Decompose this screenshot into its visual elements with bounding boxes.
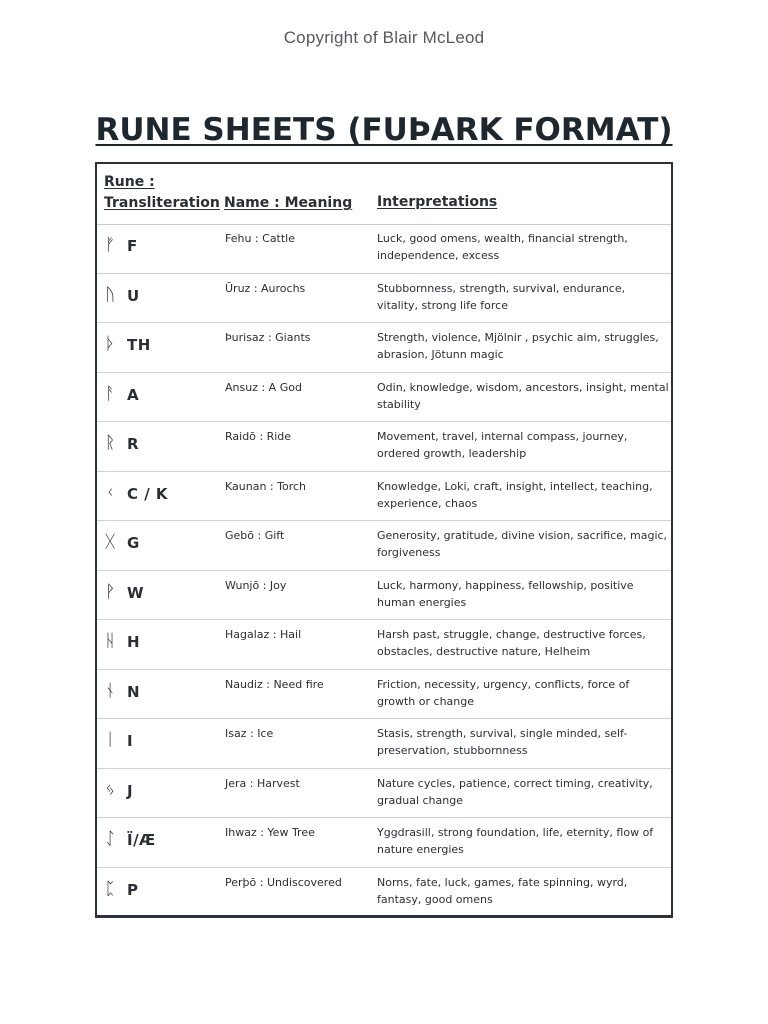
rune-transliteration: W: [127, 583, 145, 602]
table-row: [97, 868, 671, 918]
table-header: [97, 164, 671, 225]
header-transliteration: Transliteration: [104, 195, 220, 211]
rune-glyph: ᚢ: [105, 284, 116, 305]
rune-name-meaning: Raidō : Ride: [225, 430, 292, 443]
rune-transliteration: R: [127, 435, 140, 453]
header-name-meaning: Name : Meaning: [224, 195, 353, 211]
rune-interpretation: Friction, necessity, urgency, conflicts, force of growth or change: [377, 677, 630, 708]
rune-interpretation: Movement, travel, internal compass, journey, ordered growth, leadership: [377, 430, 628, 460]
rune-glyph: ᛁ: [105, 730, 116, 750]
rune-name-meaning: Isaz : Ice: [225, 727, 274, 740]
rune-name-meaning: Hagalaz : Hail: [225, 628, 302, 641]
header-interpretations: Interpretations: [377, 194, 498, 210]
table-row: [97, 719, 671, 769]
rune-transliteration: I: [127, 732, 134, 750]
table-row: [97, 620, 671, 670]
rune-transliteration: N: [127, 682, 141, 701]
rune-interpretation: Harsh past, struggle, change, destructive forces, obstacles, destructive nature, Helheim: [377, 628, 646, 658]
rune-name-meaning: Perþō : Undiscovered: [225, 875, 342, 889]
rune-interpretation: Stasis, strength, survival, single minded, self-preservation, stubbornness: [377, 727, 628, 757]
header-rune: Rune :: [104, 174, 155, 190]
rune-transliteration: U: [127, 286, 140, 305]
rune-glyph: ᚱ: [105, 433, 116, 453]
table-row: [97, 818, 671, 868]
rune-name-meaning: Wunjō : Joy: [225, 578, 287, 592]
rune-interpretation: Yggdrasill, strong foundation, life, eternity, flow of nature energies: [377, 826, 654, 856]
rune-glyph: ᛇ: [105, 829, 116, 849]
rune-transliteration: A: [127, 385, 140, 404]
rune-glyph: ᚲ: [105, 482, 116, 503]
rune-glyph: ᚠ: [105, 235, 116, 255]
table-row: [97, 422, 671, 472]
rune-interpretation: Nature cycles, patience, correct timing, creativity, gradual change: [377, 776, 653, 807]
copyright-notice: Copyright of Blair McLeod: [283, 28, 485, 47]
rune-interpretation: Stubbornness, strength, survival, endurance, vitality, strong life force: [377, 281, 626, 312]
rune-interpretation: Strength, violence, Mjölnir , psychic aim, struggles, abrasion, Jötunn magic: [377, 331, 659, 361]
rune-transliteration: G: [127, 534, 140, 552]
rune-interpretation: Generosity, gratitude, divine vision, sacrifice, magic, forgiveness: [377, 529, 668, 559]
table-row: [97, 323, 671, 373]
table-row: [97, 274, 671, 324]
rune-name-meaning: Jera : Harvest: [225, 776, 300, 790]
table-row: [97, 224, 671, 274]
rune-name-meaning: Kaunan : Torch: [225, 479, 306, 493]
table-row: [97, 373, 671, 423]
rune-interpretation: Luck, harmony, happiness, fellowship, positive human energies: [377, 578, 634, 609]
rune-transliteration: H: [127, 633, 141, 651]
rune-glyph: ᚾ: [105, 680, 116, 701]
page-title: RUNE SHEETS (FUÞARK FORMAT): [95, 112, 673, 148]
rune-name-meaning: Gebō : Gift: [225, 529, 285, 542]
rune-interpretation: Norns, fate, luck, games, fate spinning, wyrd, fantasy, good omens: [377, 875, 628, 906]
rune-name-meaning: Fehu : Cattle: [225, 232, 296, 245]
rune-transliteration: F: [127, 237, 138, 255]
rune-transliteration: J: [127, 781, 134, 800]
rune-name-meaning: Naudiz : Need fire: [225, 677, 324, 691]
rune-glyph: ᚦ: [105, 334, 116, 354]
rune-glyph: ᛃ: [105, 779, 116, 800]
rune-glyph: ᛈ: [105, 878, 116, 899]
rune-name-meaning: Ūruz : Aurochs: [225, 281, 306, 295]
table-row: [97, 571, 671, 621]
rune-interpretation: Knowledge, Loki, craft, insight, intellect, teaching, experience, chaos: [377, 479, 653, 510]
rune-name-meaning: Ansuz : A God: [225, 380, 302, 394]
table-row: [97, 521, 671, 571]
table-row: [97, 769, 671, 819]
rune-name-meaning: Ihwaz : Yew Tree: [225, 826, 315, 839]
rune-transliteration: C / K: [127, 484, 169, 503]
rune-glyph: ᚺ: [105, 631, 116, 651]
table-row: [97, 472, 671, 522]
rune-table: [95, 162, 673, 918]
table-row: [97, 670, 671, 720]
rune-interpretation: Luck, good omens, wealth, financial strength, independence, excess: [377, 232, 628, 262]
rune-name-meaning: Þurisaz : Giants: [225, 331, 311, 344]
rune-transliteration: Ï/Æ: [127, 831, 156, 849]
rune-glyph: ᚨ: [105, 383, 116, 404]
rune-glyph: ᚷ: [105, 532, 116, 552]
rune-transliteration: TH: [127, 336, 151, 354]
rune-transliteration: P: [127, 880, 139, 899]
rune-glyph: ᚹ: [105, 581, 116, 602]
header-rune-transliteration: [104, 172, 220, 214]
rune-interpretation: Odin, knowledge, wisdom, ancestors, insight, mental stability: [377, 380, 669, 411]
